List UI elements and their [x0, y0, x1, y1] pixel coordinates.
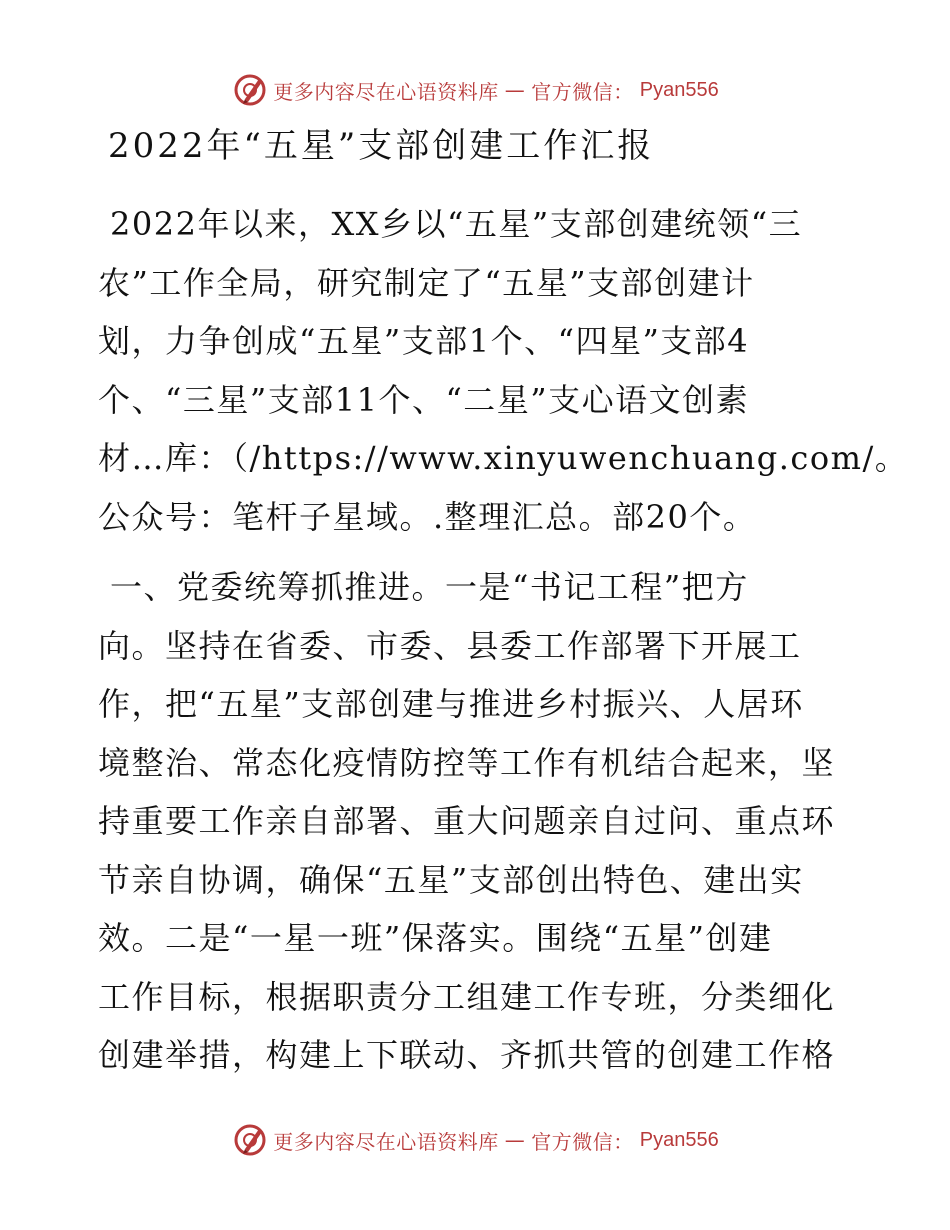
footer-banner-content: [231, 1123, 718, 1157]
banner-text: 更多内容尽在心语资料库: [273, 79, 499, 104]
text-line: 划，力争创成“五星”支部1个、“四星”支部4: [98, 322, 750, 360]
pen-logo-icon: [233, 73, 267, 107]
text-line: 2022年以来，XX乡以“五星”支部创建统领“三: [110, 205, 803, 243]
text-line: 节亲自协调，确保“五星”支部创出特色、建出实: [98, 860, 804, 899]
text-line: 持重要工作亲自部署、重大问题亲自过问、重点环: [98, 802, 836, 840]
text-line: 工作目标，根据职责分工组建工作专班，分类细化: [98, 977, 836, 1016]
banner-wechat-label: 官方微信：: [531, 79, 634, 104]
text-line: 作，把“五星”支部创建与推进乡村振兴、人居环: [98, 685, 804, 723]
banner-separator: —: [504, 78, 526, 102]
paragraph-section-one: [98, 558, 858, 1085]
text-line: 一、党委统筹抓推进。一是“书记工程”把方: [110, 568, 749, 606]
text-line: 材…库：（/https://www.xinyuwenchuang.com/。: [98, 439, 909, 477]
text-line: 效。二是“一星一班”保落实。围绕“五星”创建: [98, 919, 773, 957]
banner-wechat-label: 官方微信：: [531, 1129, 634, 1154]
document-title: 2022年“五星”支部创建工作汇报: [108, 126, 655, 166]
footer-banner: [0, 1118, 950, 1162]
banner-text: 更多内容尽在心语资料库: [273, 1129, 499, 1154]
text-line: 农”工作全局，研究制定了“五星”支部创建计: [98, 263, 755, 302]
text-line: 向。坚持在省委、市委、县委工作部署下开展工: [98, 626, 802, 665]
banner-separator: —: [504, 1128, 526, 1152]
pen-logo-icon: [233, 1123, 267, 1157]
paragraph-intro: [98, 195, 909, 546]
header-banner: [0, 68, 950, 112]
banner-wechat-id: Pyan556: [639, 1128, 719, 1151]
banner-wechat-id: Pyan556: [639, 78, 719, 101]
header-banner-content: [231, 73, 718, 107]
text-line: 公众号：笔杆子星域。.整理汇总。部20个。: [98, 497, 757, 536]
text-line: 个、“三星”支部11个、“二星”支心语文创素: [98, 380, 750, 419]
text-line: 境整治、常态化疫情防控等工作有机结合起来，坚: [98, 743, 836, 782]
text-line: 创建举措，构建上下联动、齐抓共管的创建工作格: [98, 1036, 836, 1074]
